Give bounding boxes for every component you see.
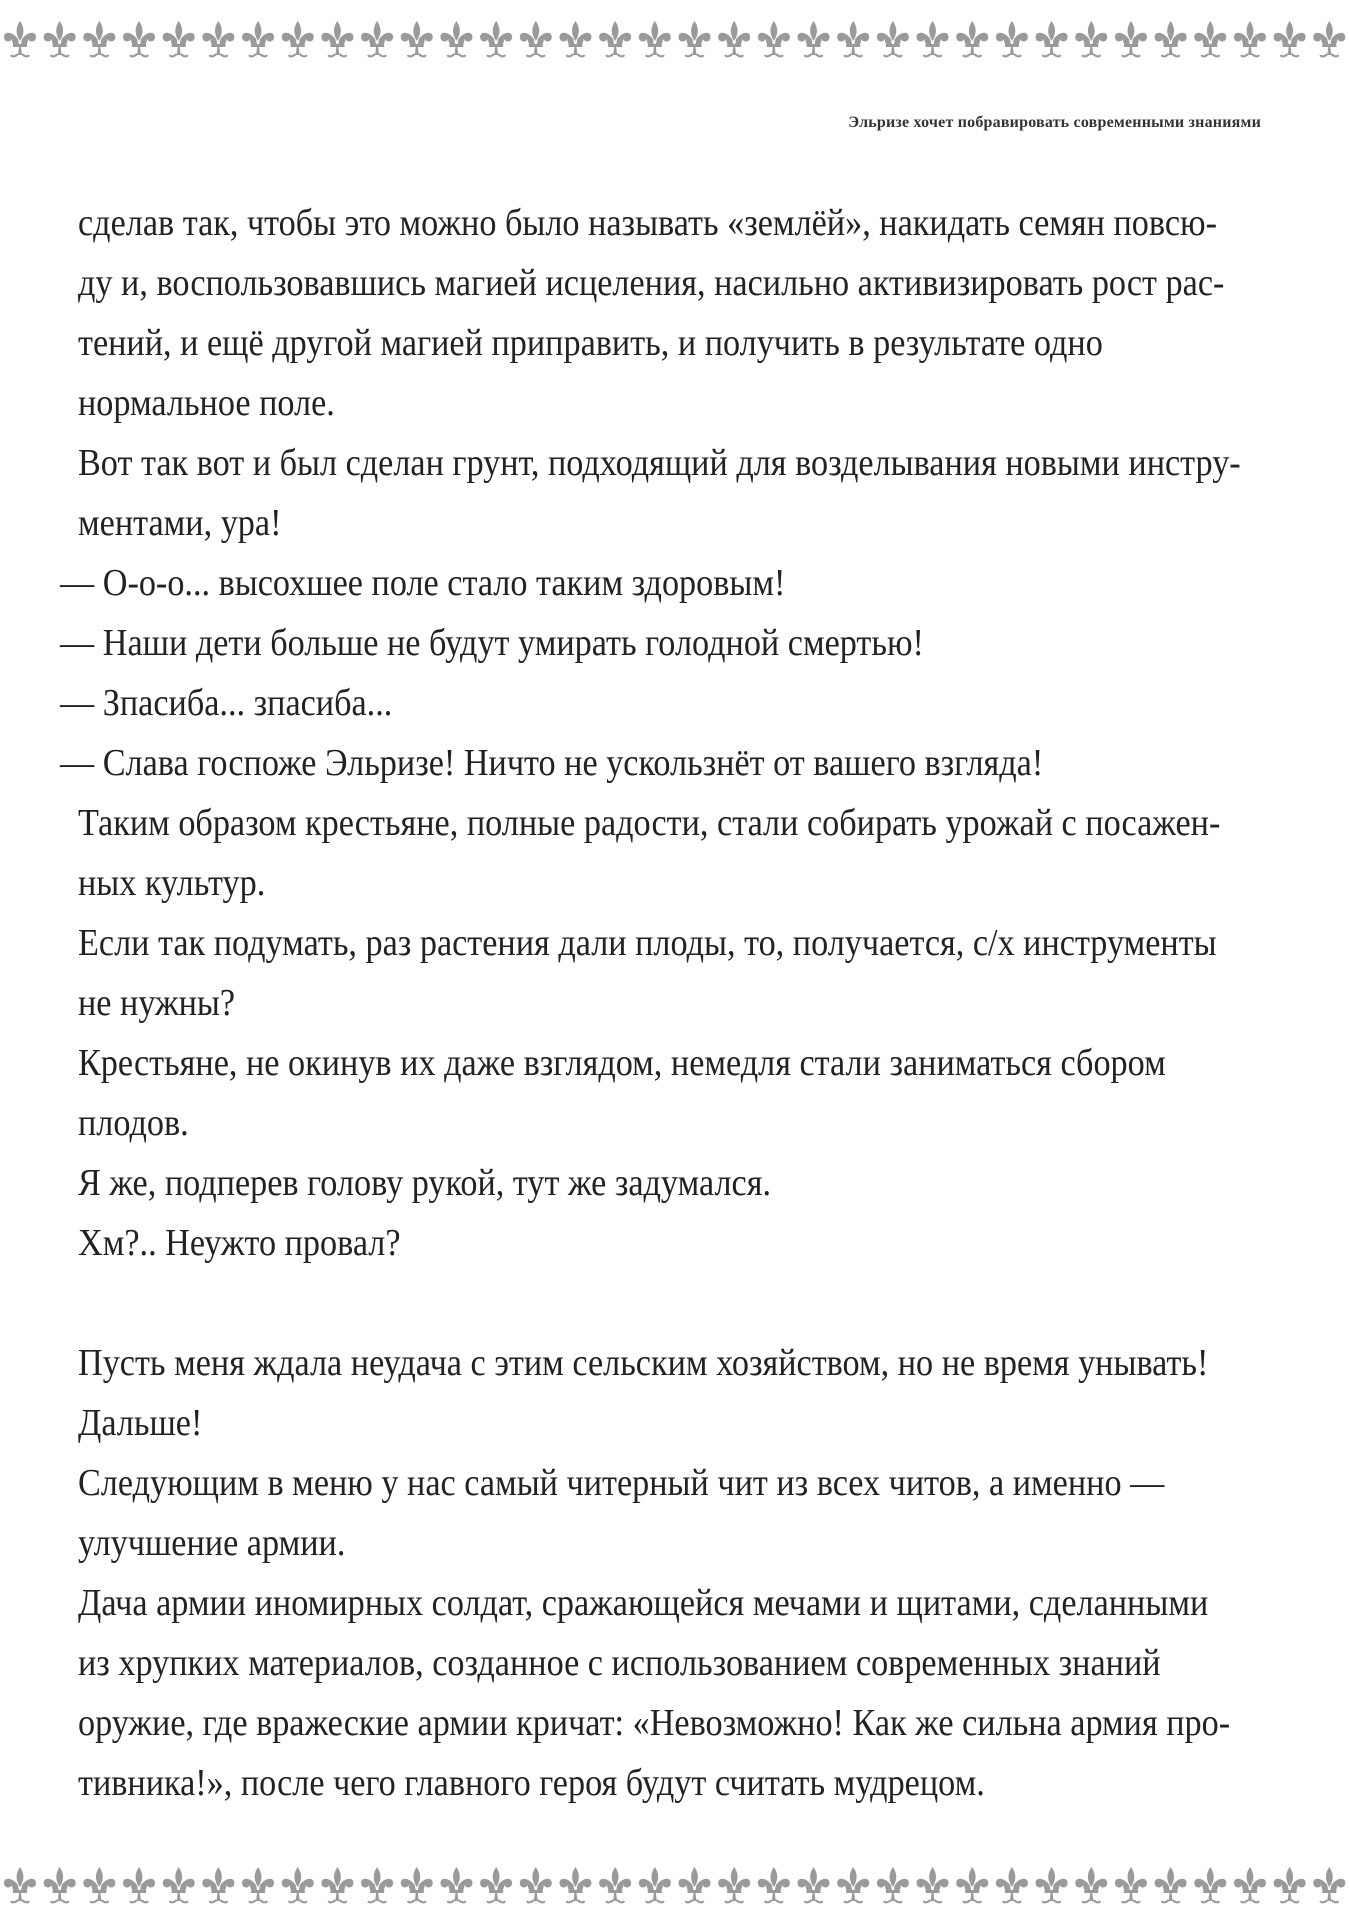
fleur-de-lis-icon <box>917 21 949 56</box>
fleur-de-lis-icon <box>361 21 393 56</box>
fleur-de-lis-icon <box>1194 1867 1226 1902</box>
bottom-ornamental-border <box>0 1858 1349 1908</box>
text-line: Пусть меня ждала неудача с этим сельским хозяйством, но не время унывать! <box>78 1342 1209 1384</box>
fleur-de-lis-icon <box>837 1867 869 1902</box>
fleur-de-lis-icon <box>837 21 869 56</box>
fleur-de-lis-icon <box>917 1867 949 1902</box>
fleur-de-lis-icon <box>480 21 512 56</box>
fleur-de-lis-icon <box>559 1867 591 1902</box>
fleur-de-lis-icon <box>1075 1867 1107 1902</box>
fleur-de-lis-icon <box>44 21 76 56</box>
text-line: улучшение армии. <box>78 1522 346 1564</box>
fleur-de-lis-icon <box>1274 1867 1306 1902</box>
fleur-de-lis-icon <box>1115 21 1147 56</box>
fleur-de-lis-icon <box>758 21 790 56</box>
text-line: нормальное поле. <box>78 382 335 424</box>
fleur-de-lis-icon <box>679 21 711 56</box>
fleur-de-lis-icon <box>1234 1867 1266 1902</box>
fleur-de-lis-icon <box>1234 21 1266 56</box>
text-line: оружие, где вражеские армии кричат: «Невозможно! Как же сильна армия про- <box>78 1702 1231 1744</box>
fleur-de-lis-icon <box>520 21 552 56</box>
fleur-de-lis-icon <box>401 1867 433 1902</box>
fleur-de-lis-icon <box>83 21 115 56</box>
text-line: ных культур. <box>78 862 266 904</box>
fleur-de-lis-icon <box>202 1867 234 1902</box>
fleur-de-lis-icon <box>1036 21 1068 56</box>
text-line: — Наши дети больше не будут умирать голодной смертью! <box>60 622 924 664</box>
fleur-de-lis-icon <box>1313 21 1345 56</box>
fleur-de-lis-icon <box>242 21 274 56</box>
fleur-de-lis-icon <box>718 21 750 56</box>
fleur-de-lis-icon <box>282 1867 314 1902</box>
fleur-de-lis-icon <box>123 21 155 56</box>
fleur-de-lis-icon <box>996 1867 1028 1902</box>
text-line: плодов. <box>78 1102 189 1144</box>
fleur-de-lis-icon <box>202 21 234 56</box>
fleur-de-lis-icon <box>1075 21 1107 56</box>
fleur-de-lis-icon <box>1274 21 1306 56</box>
fleur-de-lis-icon <box>83 1867 115 1902</box>
text-line: тений, и ещё другой магией приправить, и получить в результате одно <box>78 322 1103 364</box>
text-line: тивника!», после чего главного героя будут считать мудрецом. <box>78 1762 985 1804</box>
fleur-de-lis-icon <box>440 21 472 56</box>
fleur-de-lis-icon <box>798 21 830 56</box>
fleur-de-lis-icon <box>996 21 1028 56</box>
fleur-de-lis-icon <box>440 1867 472 1902</box>
fleur-de-lis-icon <box>639 21 671 56</box>
fleur-de-lis-icon <box>639 1867 671 1902</box>
fleur-de-lis-icon <box>758 1867 790 1902</box>
fleur-de-lis-icon <box>321 1867 353 1902</box>
text-line: — Слава госпоже Эльризе! Ничто не ускользнёт от вашего взгляда! <box>60 742 1044 784</box>
fleur-de-lis-icon <box>877 1867 909 1902</box>
fleur-de-lis-icon <box>599 1867 631 1902</box>
fleur-de-lis-icon <box>4 21 36 56</box>
body-text <box>60 193 1241 1813</box>
fleur-de-lis-icon <box>1155 21 1187 56</box>
fleur-de-lis-icon <box>123 1867 155 1902</box>
text-line: — Зпасиба... зпасиба... <box>60 682 393 724</box>
running-title: Эльризе хочет побравировать современными знаниями <box>848 114 1261 131</box>
text-line: Таким образом крестьяне, полные радости, стали собирать урожай с посажен- <box>78 802 1221 844</box>
fleur-de-lis-icon <box>4 1867 36 1902</box>
text-line: не нужны? <box>78 982 236 1024</box>
fleur-de-lis-icon <box>679 1867 711 1902</box>
fleur-de-lis-icon <box>242 1867 274 1902</box>
fleur-de-lis-icon <box>480 1867 512 1902</box>
text-line: ментами, ура! <box>78 502 282 544</box>
text-line: Вот так вот и был сделан грунт, подходящий для возделывания новыми инстру- <box>78 442 1241 484</box>
fleur-de-lis-icon <box>1036 1867 1068 1902</box>
fleur-de-lis-icon <box>401 21 433 56</box>
fleur-de-lis-icon <box>798 1867 830 1902</box>
text-line: из хрупких материалов, созданное с использованием современных знаний <box>78 1642 1161 1684</box>
fleur-de-lis-icon <box>559 21 591 56</box>
text-line: Если так подумать, раз растения дали плоды, то, получается, с/х инструменты <box>78 922 1217 964</box>
fleur-de-lis-icon <box>321 21 353 56</box>
fleur-de-lis-icon <box>1155 1867 1187 1902</box>
text-line: ду и, воспользовавшись магией исцеления, насильно активизировать рост рас- <box>78 262 1225 304</box>
fleur-de-lis-icon <box>520 1867 552 1902</box>
fleur-de-lis-icon <box>163 1867 195 1902</box>
fleur-de-lis-icon <box>1115 1867 1147 1902</box>
fleur-de-lis-icon <box>44 1867 76 1902</box>
fleur-de-lis-icon <box>599 21 631 56</box>
top-ornamental-border <box>0 12 1349 62</box>
text-line: Дача армии иномирных солдат, сражающейся мечами и щитами, сделанными <box>78 1582 1209 1624</box>
fleur-de-lis-icon <box>1313 1867 1345 1902</box>
fleur-de-lis-icon <box>956 21 988 56</box>
text-line: Хм?.. Неужто провал? <box>78 1222 401 1264</box>
text-line: — О-о-о... высохшее поле стало таким здоровым! <box>60 562 786 604</box>
fleur-de-lis-icon <box>956 1867 988 1902</box>
text-line: Следующим в меню у нас самый читерный чит из всех читов, а именно — <box>78 1462 1165 1504</box>
fleur-de-lis-icon <box>361 1867 393 1902</box>
fleur-de-lis-icon <box>877 21 909 56</box>
text-line: сделав так, чтобы это можно было называть «землёй», накидать семян повсю- <box>78 202 1217 244</box>
fleur-de-lis-icon <box>282 21 314 56</box>
fleur-de-lis-icon <box>163 21 195 56</box>
text-line: Я же, подперев голову рукой, тут же задумался. <box>78 1162 772 1204</box>
text-line: Дальше! <box>78 1402 203 1444</box>
text-line: Крестьяне, не окинув их даже взглядом, немедля стали заниматься сбором <box>78 1042 1166 1084</box>
paragraph-gap <box>60 1273 1158 1333</box>
fleur-de-lis-icon <box>718 1867 750 1902</box>
fleur-de-lis-icon <box>1194 21 1226 56</box>
